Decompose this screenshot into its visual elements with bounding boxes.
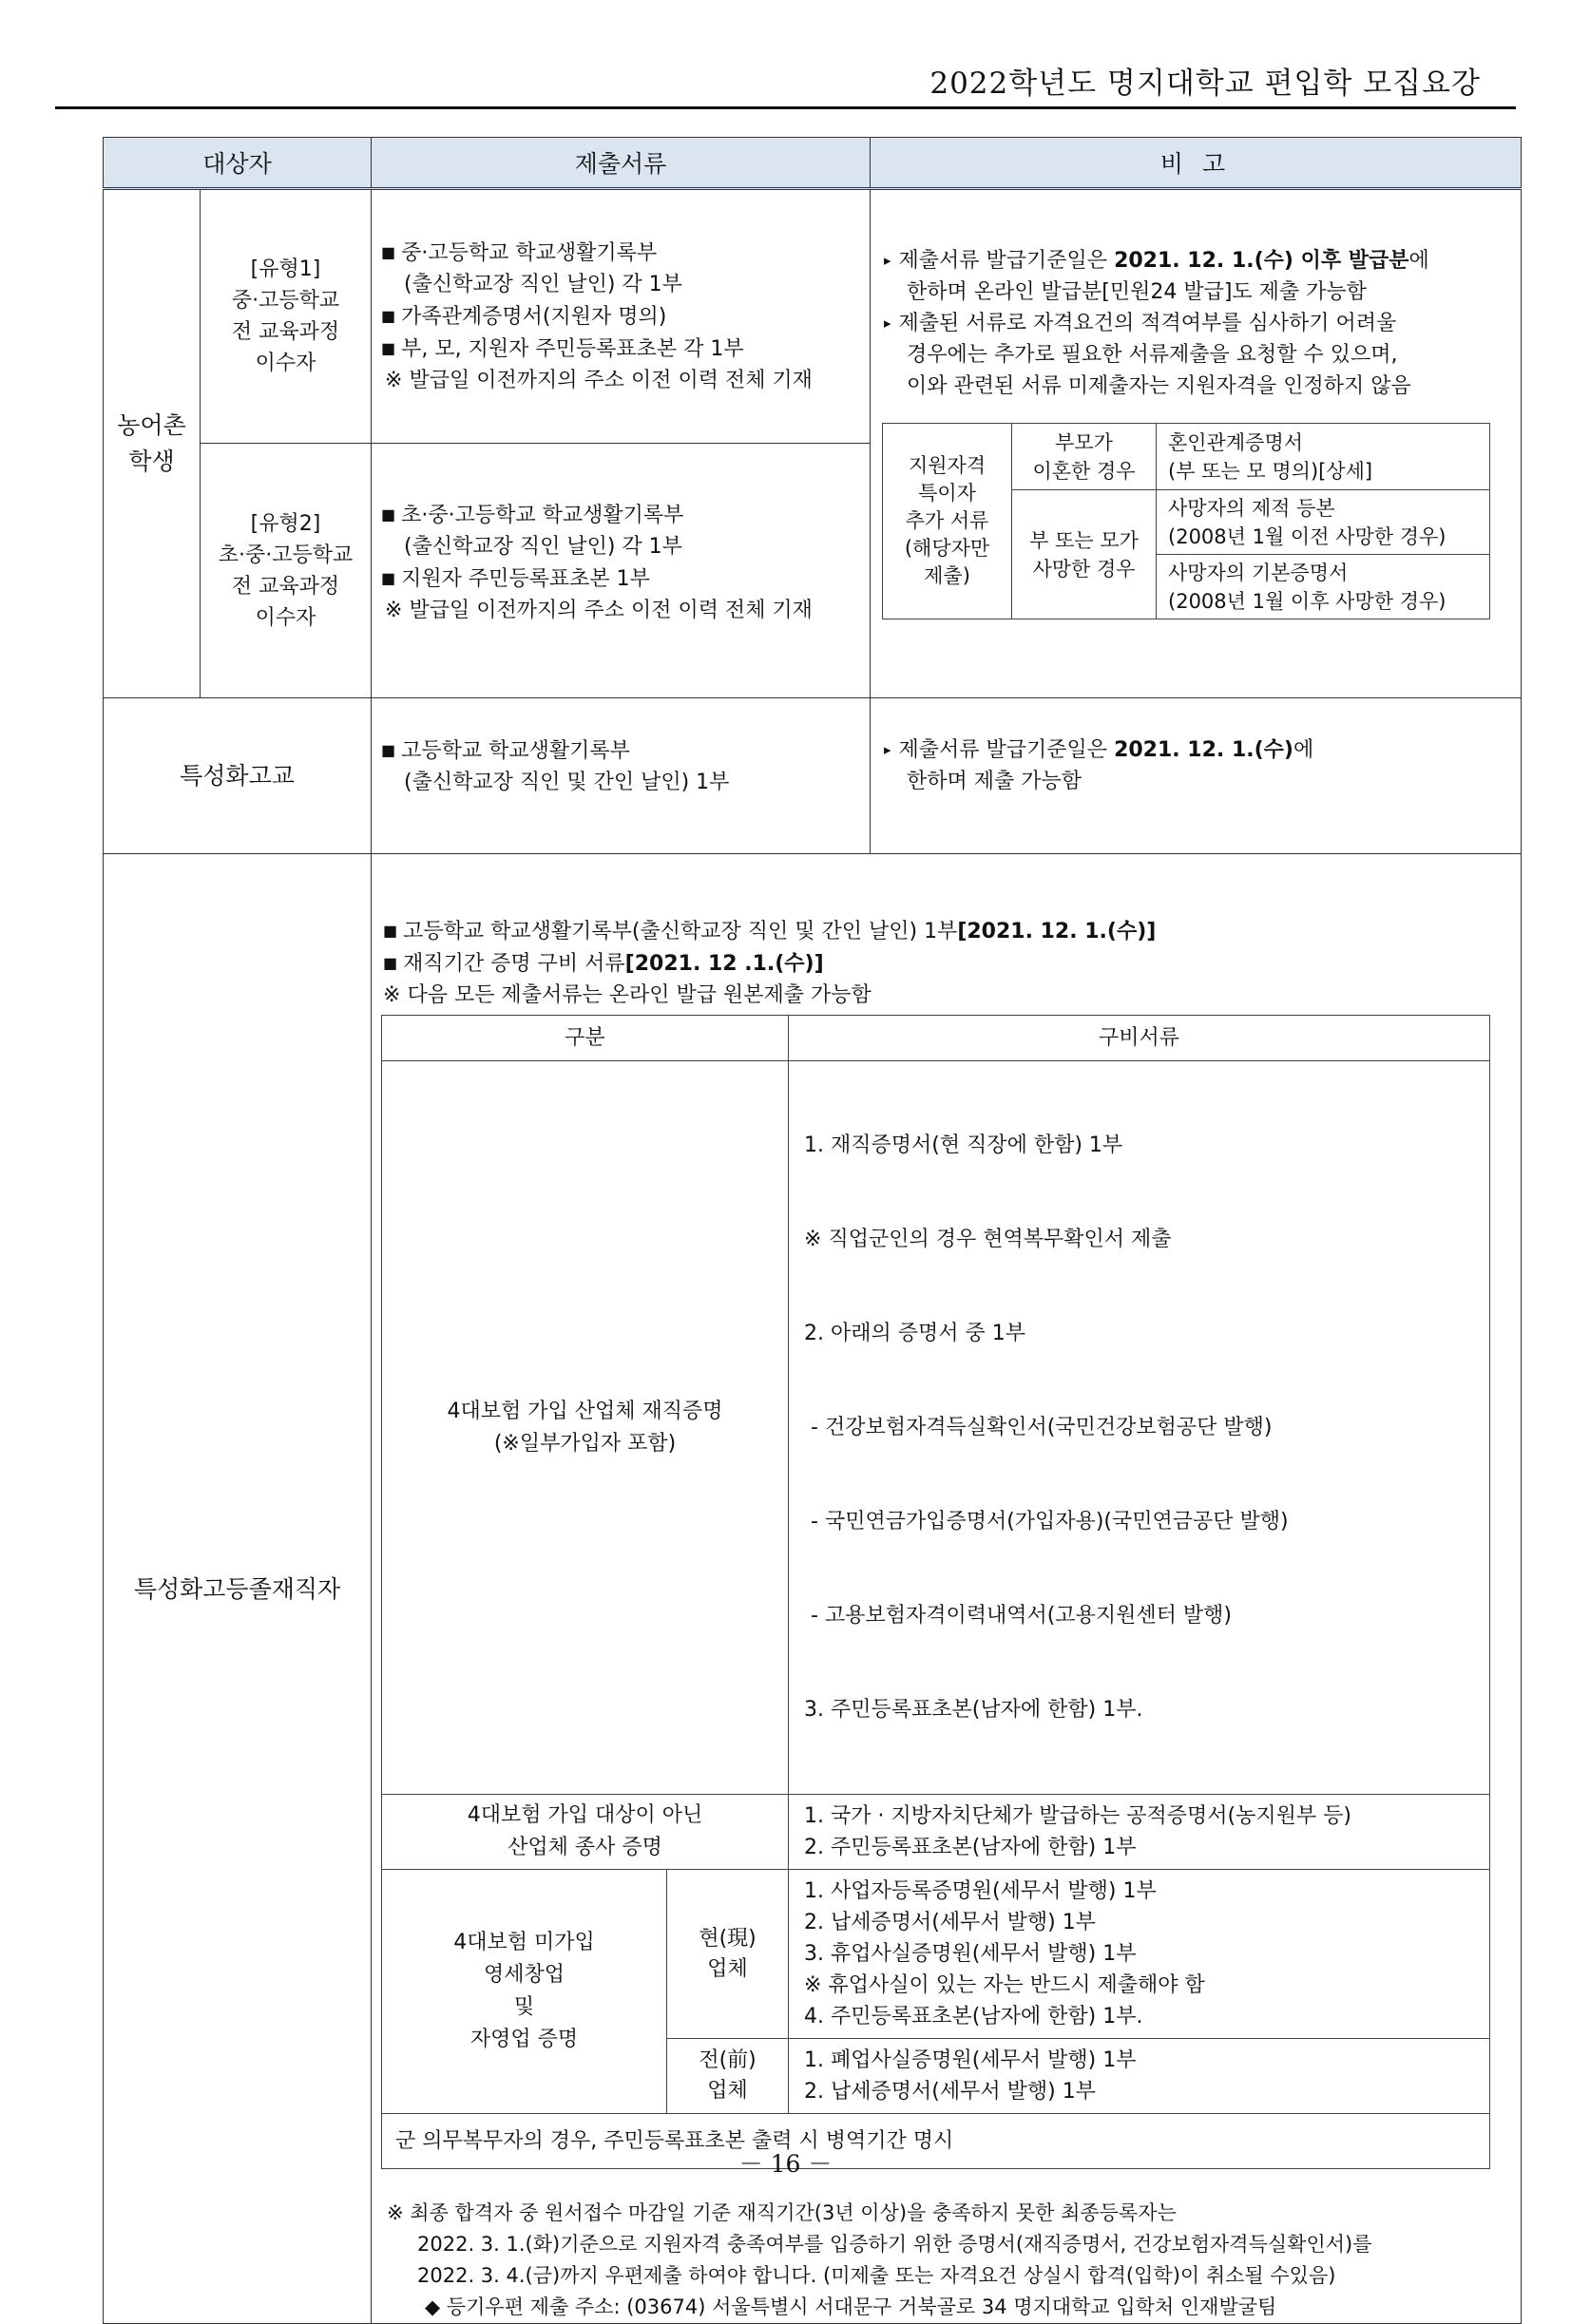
doc-line: ※ 휴업사실이 있는 자는 반드시 제출해야 함 <box>804 1973 1205 1997</box>
row3-current-label <box>667 1870 789 2039</box>
farm-type2-label <box>201 444 372 698</box>
label-line: 부모가 <box>1055 430 1113 454</box>
row1-label <box>382 1061 789 1795</box>
farm-type2-docs <box>372 444 871 698</box>
label-line: (2008년 1월 이전 사망한 경우) <box>1168 524 1446 548</box>
page-number: － 16 － <box>738 2150 833 2178</box>
final-note <box>381 2198 1494 2323</box>
table-row <box>104 854 1522 2324</box>
note-line: 이와 관련된 서류 미제출자는 지원자격을 인정하지 않음 <box>907 374 1411 398</box>
note-date: 2021. 12. 1.(수) <box>1114 738 1293 762</box>
label-line: 부 또는 모가 <box>1029 528 1139 552</box>
employment-proof-table <box>381 1015 1490 2169</box>
document-title: 2022학년도 명지대학교 편입학 모집요강 <box>929 67 1481 101</box>
label-line: [유형2] <box>250 511 321 536</box>
square-bullet-icon: ■ <box>383 954 398 972</box>
label-line: 초·중·고등학교 <box>218 543 354 567</box>
row3-label <box>382 1870 667 2114</box>
list-item: (출신학교장 직인 및 간인 날인) 1부 <box>404 771 730 794</box>
table-row <box>104 698 1522 854</box>
label-line: 사망한 경우 <box>1032 557 1136 581</box>
doc-line: - 건강보험자격득실확인서(국민건강보험공단 발행) <box>804 1416 1273 1439</box>
label-line: 현(現) <box>699 1926 757 1951</box>
list-item <box>381 333 860 365</box>
death-doc-1 <box>1157 490 1490 555</box>
list-item <box>381 562 860 595</box>
farm-type1-label <box>201 189 372 444</box>
death-doc-2 <box>1157 555 1490 619</box>
doc-line: 2. 납세증명서(세무서 발행) 1부 <box>804 1911 1096 1934</box>
employed-label: 특성화고등졸재직자 <box>104 854 372 2324</box>
square-bullet-icon: ■ <box>381 243 396 261</box>
header-documents: 제출서류 <box>372 138 871 189</box>
label-line: 제출) <box>924 564 970 587</box>
farm-notes <box>871 189 1522 698</box>
label-line: 이수자 <box>255 605 316 630</box>
square-bullet-icon: ■ <box>381 505 396 524</box>
square-bullet-icon: ■ <box>381 741 396 759</box>
label-line: 영세창업 <box>484 1963 565 1987</box>
doc-text: 부, 모, 지원자 주민등록표초본 각 1부 <box>401 337 744 361</box>
list-item: ※ 발급일 이전까지의 주소 이전 이력 전체 기재 <box>385 369 813 392</box>
farm-type1-docs <box>372 189 871 444</box>
divorce-case <box>1012 424 1157 490</box>
note-text: 제출서류 발급기준일은 <box>898 738 1115 762</box>
list-item: (출신학교장 직인 날인) 각 1부 <box>404 273 682 296</box>
label-line: 전(前) <box>699 2048 757 2072</box>
note-line <box>884 308 1511 339</box>
triangle-bullet-icon: ▸ <box>884 314 891 332</box>
doc-line: 1. 재직증명서(현 직장에 한함) 1부 <box>804 1133 1123 1157</box>
label-line: [유형1] <box>250 257 321 281</box>
special-label <box>883 424 1012 619</box>
specialized-docs <box>372 698 871 854</box>
doc-line: - 고용보험자격이력내역서(고용지원센터 발행) <box>804 1604 1232 1628</box>
note-line: ※ 최종 합격자 중 원서접수 마감일 기준 재직기간(3년 이상)을 충족하지 못한 최종등록자는 <box>387 2201 1177 2224</box>
label-line: 4대보험 가입 산업체 재직증명 <box>447 1399 723 1423</box>
triangle-bullet-icon: ▸ <box>884 741 891 758</box>
note-line: 2022. 3. 1.(화)기준으로 지원자격 충족여부를 입증하기 위한 증명서(재직증명서, 건강보험자격득실확인서)를 <box>417 2233 1372 2256</box>
doc-text: 고등학교 학교생활기록부(출신학교장 직인 및 간인 날인) 1부 <box>403 920 958 943</box>
note-date: 2021. 12. 1.(수) 이후 발급분 <box>1114 249 1409 273</box>
doc-line: 3. 휴업사실증명원(세무서 발행) 1부 <box>804 1942 1137 1966</box>
row2-label <box>382 1795 789 1870</box>
label-line: 4대보험 가입 대상이 아닌 <box>467 1803 703 1827</box>
label-line: 업체 <box>707 2079 748 2103</box>
employed-docs <box>372 854 1522 2324</box>
doc-text: 고등학교 학교생활기록부 <box>401 739 630 763</box>
note-line <box>884 190 1511 276</box>
requirements-table <box>103 137 1522 2324</box>
label-line: 및 <box>513 1995 535 2019</box>
list-item <box>381 734 860 767</box>
label-line: (2008년 1월 이후 사망한 경우) <box>1168 589 1446 613</box>
square-bullet-icon: ■ <box>381 569 396 587</box>
specialized-label: 특성화고교 <box>104 698 372 854</box>
row2-docs <box>789 1795 1490 1870</box>
header-notes: 비 고 <box>871 138 1522 189</box>
label-line: (부 또는 모 명의)[상세] <box>1168 459 1373 483</box>
note-text: 에 <box>1408 249 1429 273</box>
list-item <box>381 499 860 531</box>
label-line: 전 교육과정 <box>231 574 340 599</box>
table-row <box>104 189 1522 444</box>
label-line: (해당자만 <box>904 537 990 560</box>
label-line: 업체 <box>707 1956 748 1981</box>
note-text: 제출서류 발급기준일은 <box>898 249 1115 273</box>
row3-current-docs <box>789 1870 1490 2039</box>
label-line: (※일부가입자 포함) <box>493 1431 677 1456</box>
row3-former-docs <box>789 2039 1490 2114</box>
label-line: 지원자격 <box>908 454 987 477</box>
label-line: 이혼한 경우 <box>1032 459 1136 483</box>
doc-text: 초·중·고등학교 학교생활기록부 <box>401 504 684 527</box>
square-bullet-icon: ■ <box>383 922 398 940</box>
label-line: 이수자 <box>255 352 316 375</box>
doc-text: 중·고등학교 학교생활기록부 <box>401 241 658 265</box>
note-line <box>884 734 1511 766</box>
doc-line: - 국민연금가입증명서(가입자용)(국민연금공단 발행) <box>804 1510 1289 1533</box>
note-text: 에 <box>1293 738 1314 762</box>
doc-line: 3. 주민등록표초본(남자에 한함) 1부. <box>804 1698 1143 1722</box>
note-text: 제출된 서류로 자격요건의 적격여부를 심사하기 어려울 <box>898 312 1397 335</box>
list-item <box>381 300 860 333</box>
doc-line: 2. 주민등록표초본(남자에 한함) 1부 <box>804 1836 1137 1859</box>
specialized-notes <box>871 698 1522 854</box>
doc-line: 1. 국가 · 지방자치단체가 발급하는 공적증명서(농지원부 등) <box>804 1804 1351 1828</box>
note-line: 경우에는 추가로 필요한 서류제출을 요청할 수 있으며, <box>907 343 1398 367</box>
list-item: (출신학교장 직인 날인) 각 1부 <box>404 535 682 559</box>
row3-former-label <box>667 2039 789 2114</box>
label-line: 4대보험 미가입 <box>453 1931 595 1954</box>
doc-line: 2. 납세증명서(세무서 발행) 1부 <box>804 2080 1096 2104</box>
list-item <box>381 237 860 269</box>
list-item: ※ 다음 모든 제출서류는 온라인 발급 원본제출 가능함 <box>383 983 872 1007</box>
note-line: 한하며 제출 가능함 <box>907 770 1082 793</box>
list-item: ※ 발급일 이전까지의 주소 이전 이력 전체 기재 <box>385 599 813 622</box>
note-line: 2022. 3. 4.(금)까지 우편제출 하여야 합니다. (미제출 또는 자격요건 상실시 합격(입학)이 취소될 수있음) <box>417 2264 1336 2287</box>
doc-text: 재직기간 증명 구비 서류 <box>403 952 625 976</box>
label-line: 특이자 <box>918 482 976 505</box>
military-note: 군 의무복무자의 경우, 주민등록표초본 출력 시 병역기간 명시 <box>382 2114 1490 2169</box>
doc-text: 지원자 주민등록표초본 1부 <box>401 567 650 591</box>
square-bullet-icon: ■ <box>381 307 396 325</box>
divorce-doc <box>1157 424 1490 490</box>
note-line: 한하며 온라인 발급분[민원24 발급]도 제출 가능함 <box>907 280 1367 304</box>
label-line: 사망자의 기본증명서 <box>1168 561 1349 584</box>
doc-line: 4. 주민등록표초본(남자에 한함) 1부. <box>804 2005 1143 2029</box>
label-line: 사망자의 제적 등본 <box>1168 496 1335 520</box>
label-line: 혼인관계증명서 <box>1168 430 1304 454</box>
doc-line: ※ 직업군인의 경우 현역복무확인서 제출 <box>804 1228 1172 1251</box>
header-target: 대상자 <box>104 138 372 189</box>
label-line: 중·고등학교 <box>231 289 340 313</box>
inner-header-category: 구분 <box>382 1016 789 1061</box>
row1-docs <box>789 1061 1490 1795</box>
table-header-row <box>104 138 1522 189</box>
special-docs-table <box>882 423 1490 619</box>
inner-header-docs: 구비서류 <box>789 1016 1490 1061</box>
doc-date: [2021. 12. 1.(수)] <box>957 920 1157 943</box>
label-line: 추가 서류 <box>905 509 989 532</box>
note-line: ◆ 등기우편 제출 주소: (03674) 서울특별시 서대문구 거북골로 34 명지대학교 입학처 인재발굴팀 <box>425 2295 1277 2318</box>
farm-group-label: 농어촌 학생 <box>104 189 201 698</box>
doc-text: 가족관계증명서(지원자 명의) <box>401 305 667 329</box>
label-line: 자영업 증명 <box>469 2028 579 2051</box>
doc-line: 1. 사업자등록증명원(세무서 발행) 1부 <box>804 1879 1157 1903</box>
triangle-bullet-icon: ▸ <box>884 252 891 269</box>
doc-line: 1. 폐업사실증명원(세무서 발행) 1부 <box>804 2048 1137 2072</box>
label-line: 전 교육과정 <box>231 320 340 344</box>
label-line: 산업체 종사 증명 <box>508 1836 662 1859</box>
doc-date: [2021. 12 .1.(수)] <box>624 952 824 976</box>
list-item <box>381 915 1494 947</box>
death-case <box>1012 490 1157 619</box>
square-bullet-icon: ■ <box>381 339 396 357</box>
list-item <box>381 947 1494 980</box>
doc-line: 2. 아래의 증명서 중 1부 <box>804 1322 1026 1345</box>
header-rule <box>55 106 1516 109</box>
